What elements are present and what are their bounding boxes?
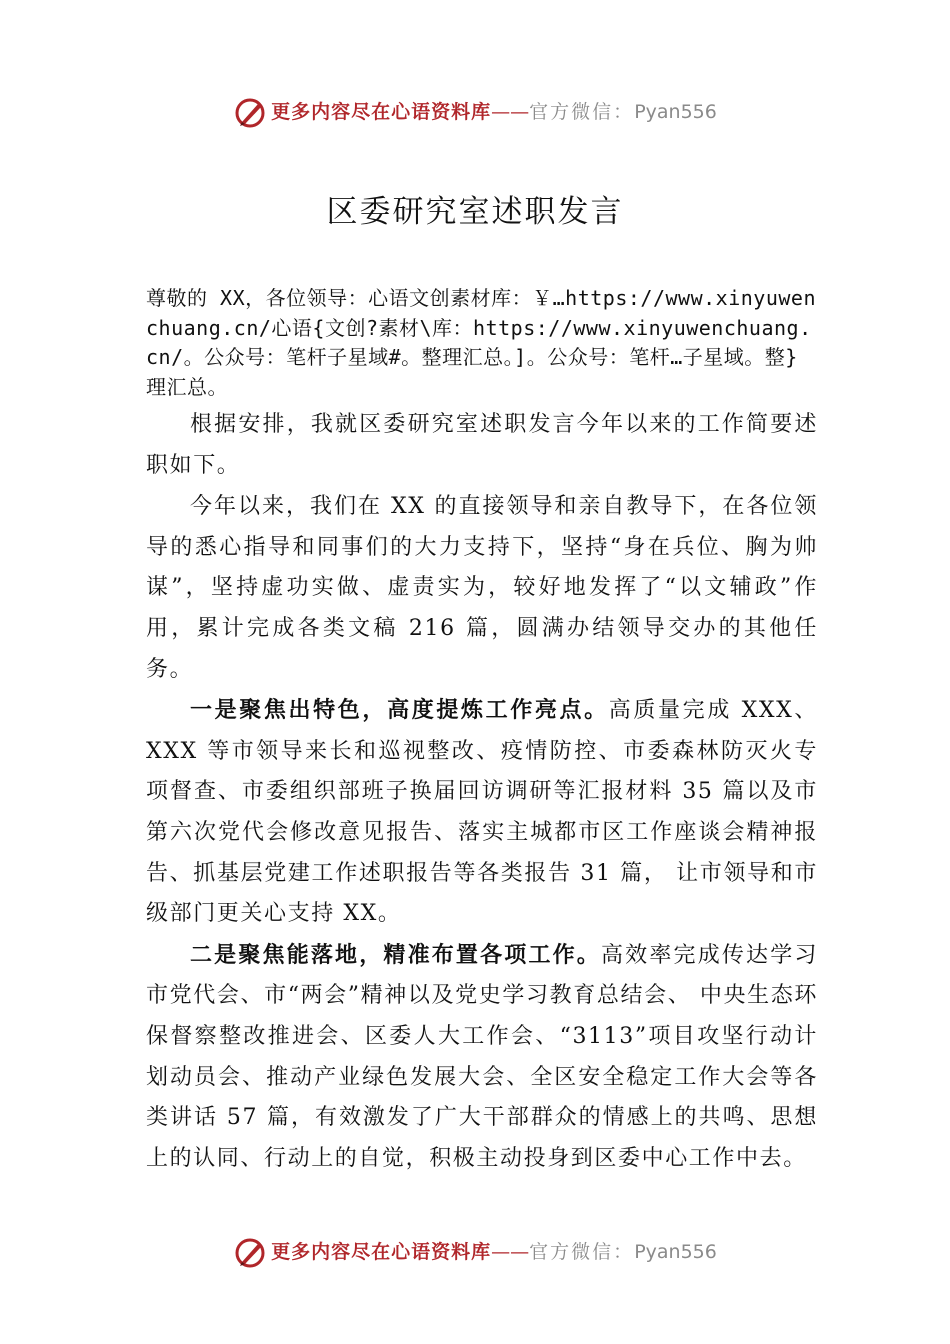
banner-red-text: 更多内容尽在心语资料库 xyxy=(271,101,492,123)
header-banner xyxy=(0,96,950,130)
banner-wechat-label: 官方微信： xyxy=(529,101,635,123)
paragraph-text: 今年以来，我们在 XX 的直接领导和亲自教导下，在各位领导的悉心指导和同事们的大力支持下，坚持“身在兵位、胸为帅谋”，坚持虚功实做、虚责实为，较好地发挥了“以文辅政”作用，累计完成各类文稿 216 篇，圆满办结领导交办的其他任务。 xyxy=(146,494,818,682)
paragraph xyxy=(146,486,818,690)
banner-wechat-id: Pyan556 xyxy=(634,101,717,123)
paragraph-text: 根据安排，我就区委研究室述职发言今年以来的工作简要述职如下。 xyxy=(146,412,818,478)
paragraph-text: 高效率完成传达学习市党代会、市“两会”精神以及党史学习教育总结会、 中央生态环保督察整改推进会、区委人大工作会、“3113”项目攻坚行动计划动员会、推动产业绿色发展大会、全区安全稳定工作大会等各类讲话 57 篇，有效激发了广大干部群众的情感上的共鸣、思想上的认同、行动上的自觉，积极主动投身到区委中心工作中去。 xyxy=(146,942,819,1171)
footer-banner xyxy=(0,1236,950,1270)
page-title: 区委研究室述职发言 xyxy=(326,194,624,230)
banner-dash: —— xyxy=(491,1241,530,1263)
paragraph-text: 高质量完成 XXX、XXX 等市领导来长和巡视整改、疫情防控、市委森林防灭火专项督查、市委组织部班子换届回访调研等汇报材料 35 篇以及市第六次党代会修改意见报告、落实主城都市区工作座谈会精神报告、抓基层党建工作述职报告等各类报告 31 篇， 让市领导和市级部门更关心支持 XX。 xyxy=(146,698,818,927)
paragraph xyxy=(146,690,818,935)
banner-red-text: 更多内容尽在心语资料库 xyxy=(271,1241,492,1263)
pen-logo-icon xyxy=(233,96,267,130)
paragraph-lead: 一是聚焦出特色，高度提炼工作亮点。 xyxy=(190,697,609,724)
salutation: 尊敬的 XX，各位领导：心语文创素材库：￥…https://www.xinyuwenchuang.cn/心语{文创?素材\库：https://www.xinyuwenchuang.cn/。公众号：笔杆子星域#。整理汇总。]。公众号：笔杆…子星域。整}理汇总。 xyxy=(146,286,816,399)
banner-dash: —— xyxy=(491,101,530,123)
document-body xyxy=(146,404,818,1179)
banner-wechat-id: Pyan556 xyxy=(634,1241,717,1263)
paragraph xyxy=(146,935,818,1180)
banner-wechat-label: 官方微信： xyxy=(529,1241,635,1263)
paragraph xyxy=(146,404,818,486)
paragraph-lead: 二是聚焦能落地，精准布置各项工作。 xyxy=(190,941,601,968)
pen-logo-icon xyxy=(233,1236,267,1270)
